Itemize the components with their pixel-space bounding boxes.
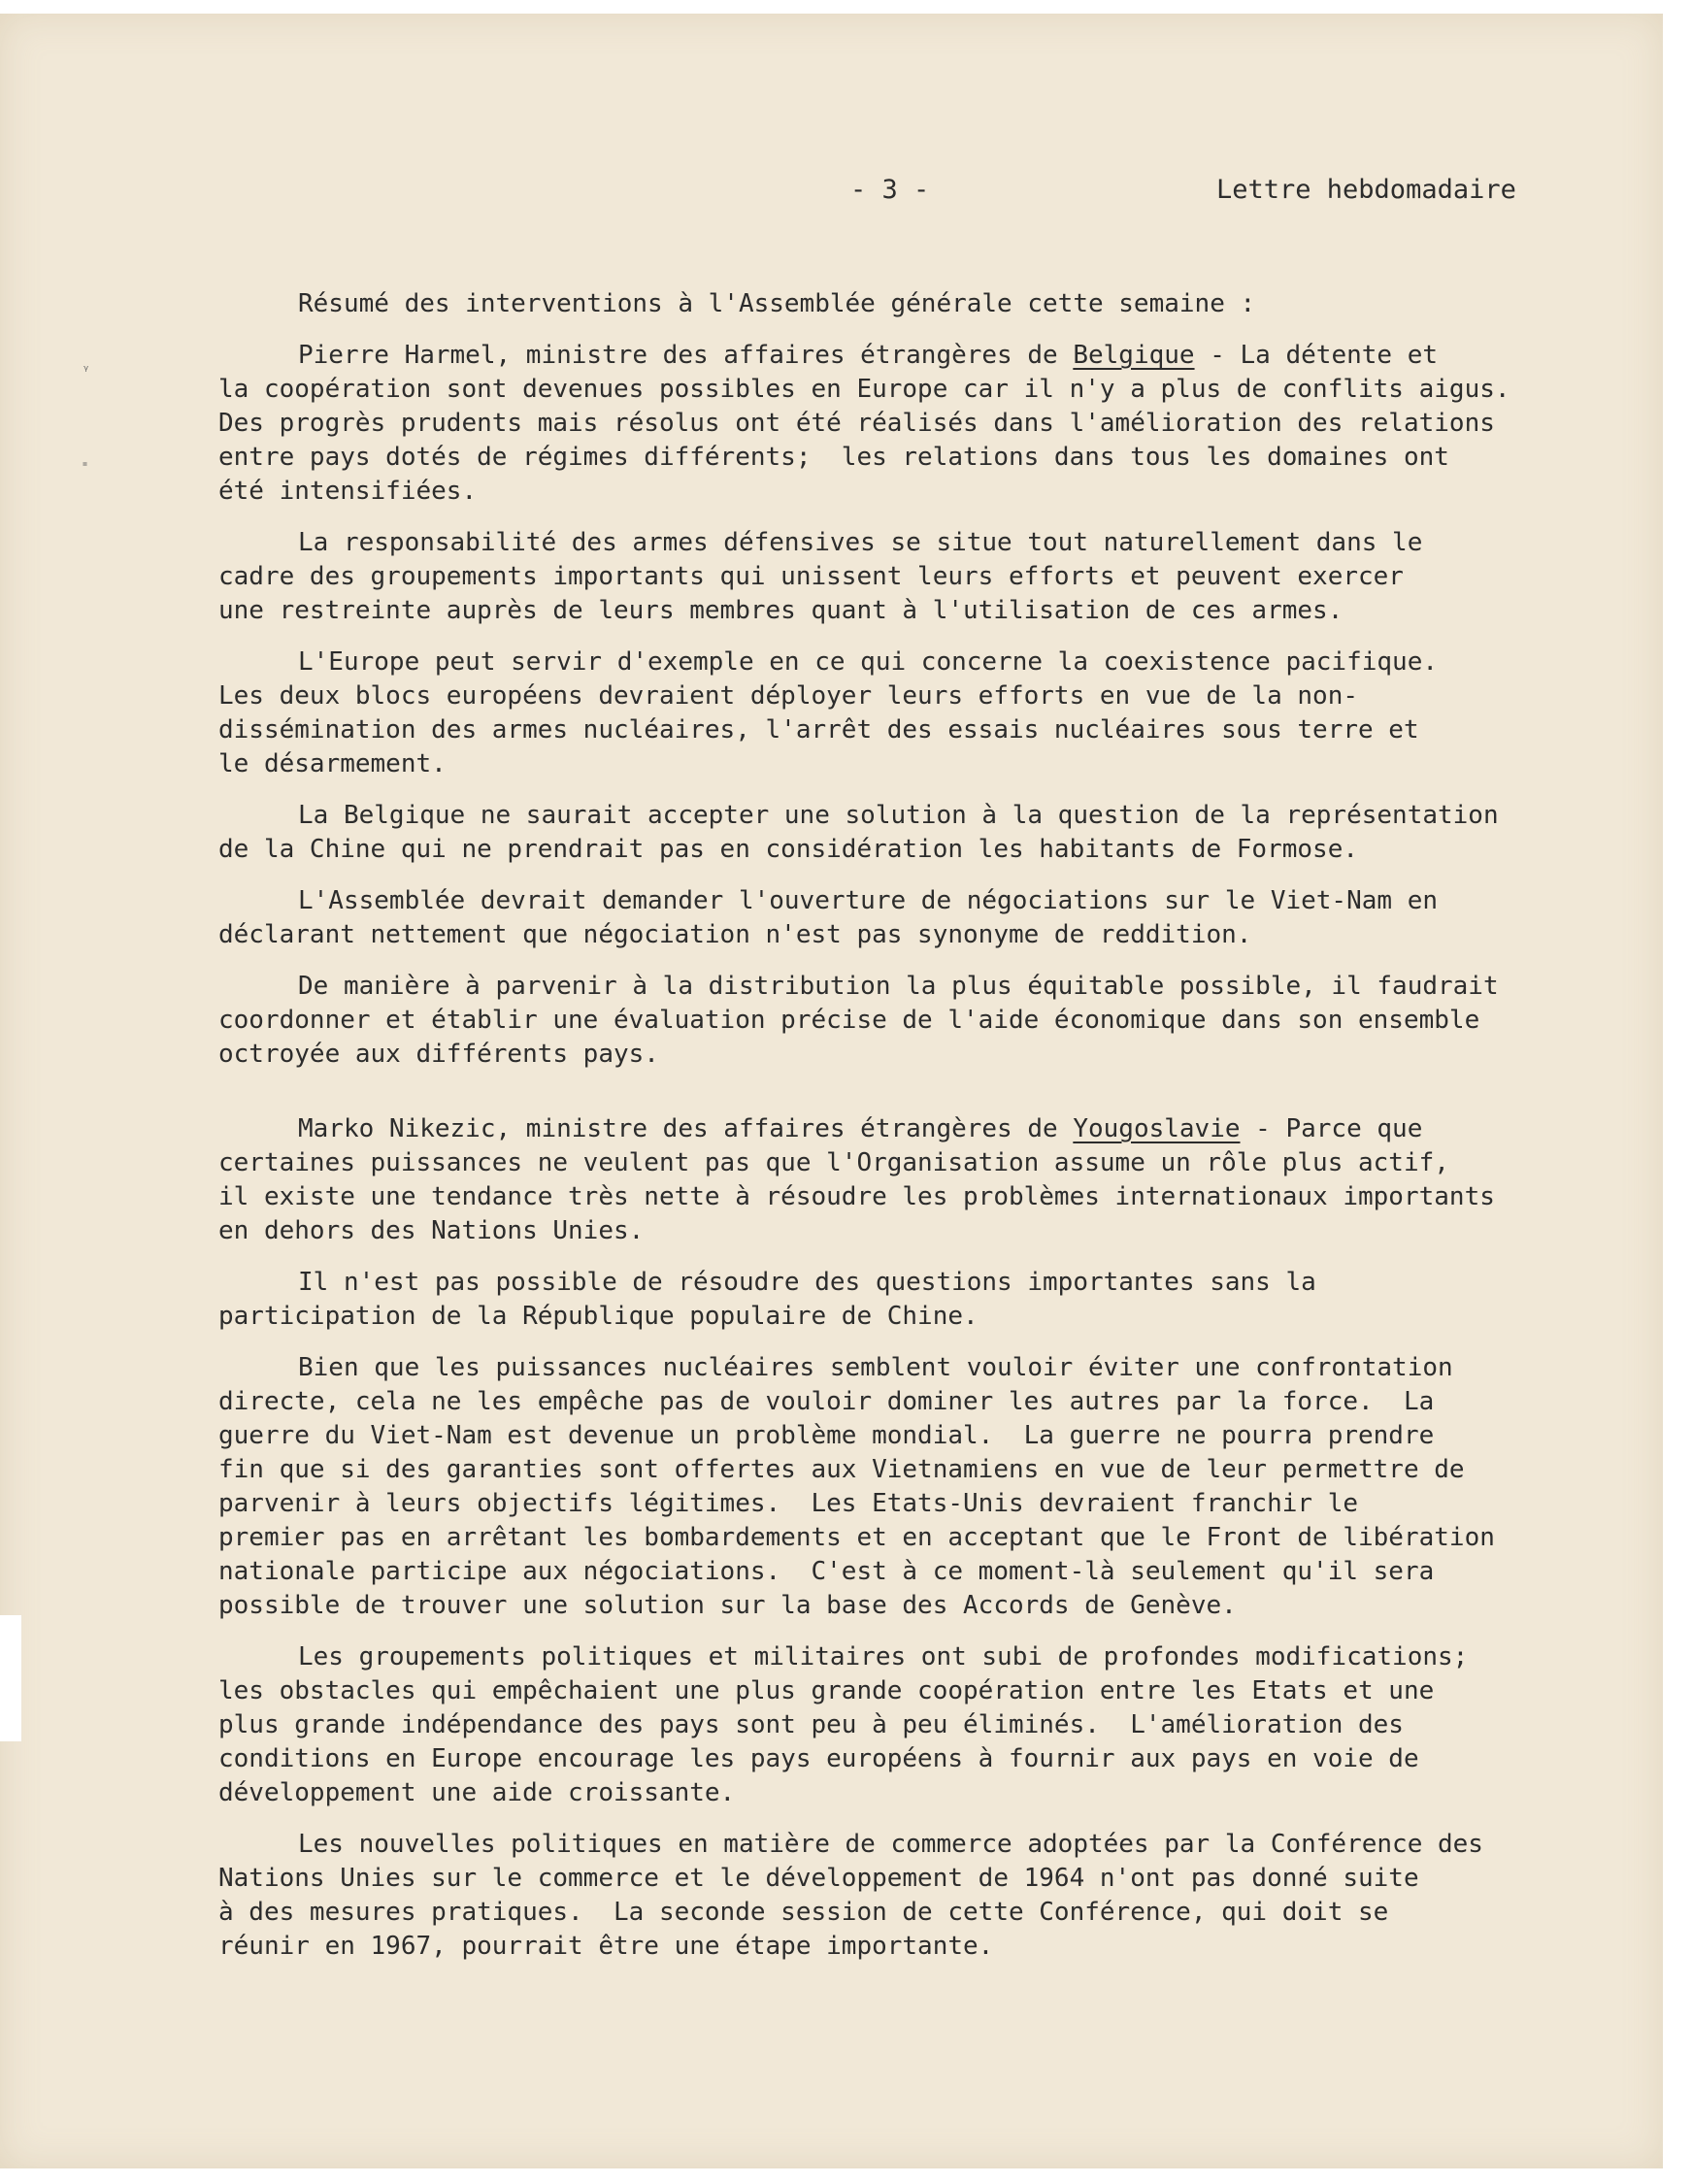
yugoslavia-paragraph-5: [218, 1828, 1597, 1964]
text-fragment: - La détente et: [1194, 341, 1439, 370]
belgium-paragraph-1: [218, 339, 1597, 509]
text-fragment: - Parce que: [1240, 1114, 1423, 1143]
country-name: Yougoslavie: [1073, 1114, 1241, 1143]
text-line: Résumé des interventions à l'Assemblée générale cette semaine :: [298, 289, 1256, 318]
text-line: participation de la République populaire de Chine.: [218, 1302, 979, 1331]
text-line: [218, 339, 1597, 373]
text-line: le désarmement.: [218, 749, 447, 778]
running-title: Lettre hebdomadaire: [1216, 175, 1516, 205]
text-line: premier pas en arrêtant les bombardements et en acceptant que le Front de libération: [218, 1523, 1495, 1552]
text-line: nationale participe aux négociations. C'est à ce moment-là seulement qu'il sera: [218, 1557, 1435, 1586]
text-line: La Belgique ne saurait accepter une solution à la question de la représentation: [298, 801, 1499, 830]
text-line: été intensifiées.: [218, 477, 478, 506]
intro-heading: [218, 287, 1597, 321]
text-line: La responsabilité des armes défensives se situe tout naturellement dans le: [298, 528, 1423, 557]
text-line: Les nouvelles politiques en matière de commerce adoptées par la Conférence des: [298, 1830, 1483, 1859]
yugoslavia-paragraph-3: [218, 1351, 1597, 1623]
text-line: entre pays dotés de régimes différents; les relations dans tous les domaines ont: [218, 443, 1449, 472]
belgium-paragraph-5: [218, 884, 1597, 952]
yugoslavia-paragraph-4: [218, 1640, 1597, 1810]
text-line: conditions en Europe encourage les pays européens à fournir aux pays en voie de: [218, 1744, 1419, 1773]
belgium-paragraph-2: [218, 526, 1597, 628]
text-line: il existe une tendance très nette à résoudre les problèmes internationaux importants: [218, 1182, 1495, 1211]
text-line: Des progrès prudents mais résolus ont été réalisés dans l'amélioration des relations: [218, 409, 1495, 438]
text-line: certaines puissances ne veulent pas que l'Organisation assume un rôle plus actif,: [218, 1148, 1449, 1177]
text-line: les obstacles qui empêchaient une plus grande coopération entre les Etats et une: [218, 1676, 1435, 1705]
text-line: plus grande indépendance des pays sont peu à peu éliminés. L'amélioration des: [218, 1710, 1404, 1739]
yugoslavia-paragraph-2: [218, 1266, 1597, 1334]
yugoslavia-paragraph-1: [218, 1112, 1597, 1248]
text-line: dissémination des armes nucléaires, l'arrêt des essais nucléaires sous terre et: [218, 715, 1419, 745]
text-line: Il n'est pas possible de résoudre des questions importantes sans la: [298, 1268, 1316, 1297]
text-line: [218, 1112, 1597, 1146]
text-line: déclarant nettement que négociation n'est pas synonyme de reddition.: [218, 920, 1252, 949]
text-line: cadre des groupements importants qui unissent leurs efforts et peuvent exercer: [218, 562, 1404, 591]
text-line: guerre du Viet-Nam est devenue un problème mondial. La guerre ne pourra prendre: [218, 1421, 1435, 1450]
text-line: Nations Unies sur le commerce et le développement de 1964 n'ont pas donné suite: [218, 1864, 1419, 1893]
text-line: coordonner et établir une évaluation précise de l'aide économique dans son ensemble: [218, 1006, 1480, 1035]
belgium-paragraph-4: [218, 799, 1597, 867]
text-line: possible de trouver une solution sur la base des Accords de Genève.: [218, 1591, 1237, 1620]
text-line: à des mesures pratiques. La seconde session de cette Conférence, qui doit se: [218, 1898, 1389, 1927]
text-line: octroyée aux différents pays.: [218, 1040, 659, 1069]
belgium-paragraph-3: [218, 645, 1597, 781]
text-line: réunir en 1967, pourrait être une étape importante.: [218, 1932, 994, 1961]
text-line: Les groupements politiques et militaires ont subi de profondes modifications;: [298, 1642, 1469, 1671]
document-body: [218, 287, 1597, 1981]
belgium-paragraph-6: [218, 970, 1597, 1072]
margin-mark: ˭: [82, 462, 88, 478]
text-line: en dehors des Nations Unies.: [218, 1216, 645, 1245]
text-line: directe, cela ne les empêche pas de vouloir dominer les autres par la force. La: [218, 1387, 1435, 1416]
country-name: Belgique: [1073, 341, 1195, 370]
speaker-name: Pierre Harmel, ministre des affaires étrangères de: [298, 341, 1074, 370]
text-line: De manière à parvenir à la distribution la plus équitable possible, il faudrait: [298, 972, 1499, 1001]
speaker-name: Marko Nikezic, ministre des affaires étrangères de: [298, 1114, 1074, 1143]
margin-mark: ᵞ: [83, 363, 89, 379]
page-number: - 3 -: [850, 175, 930, 205]
text-line: de la Chine qui ne prendrait pas en considération les habitants de Formose.: [218, 835, 1358, 864]
text-line: Bien que les puissances nucléaires semblent vouloir éviter une confrontation: [298, 1353, 1453, 1382]
text-line: fin que si des garanties sont offertes aux Vietnamiens en vue de leur permettre de: [218, 1455, 1465, 1484]
text-line: développement une aide croissante.: [218, 1778, 736, 1807]
text-line: L'Assemblée devrait demander l'ouverture de négociations sur le Viet-Nam en: [298, 886, 1438, 915]
text-line: une restreinte auprès de leurs membres quant à l'utilisation de ces armes.: [218, 596, 1344, 625]
paper-edge-notch: [0, 1615, 21, 1741]
text-line: parvenir à leurs objectifs légitimes. Les Etats-Unis devraient franchir le: [218, 1489, 1358, 1518]
text-line: L'Europe peut servir d'exemple en ce qui concerne la coexistence pacifique.: [298, 647, 1438, 677]
text-line: Les deux blocs européens devraient déployer leurs efforts en vue de la non-: [218, 681, 1358, 711]
text-line: la coopération sont devenues possibles en Europe car il n'y a plus de conflits aigus.: [218, 375, 1510, 404]
